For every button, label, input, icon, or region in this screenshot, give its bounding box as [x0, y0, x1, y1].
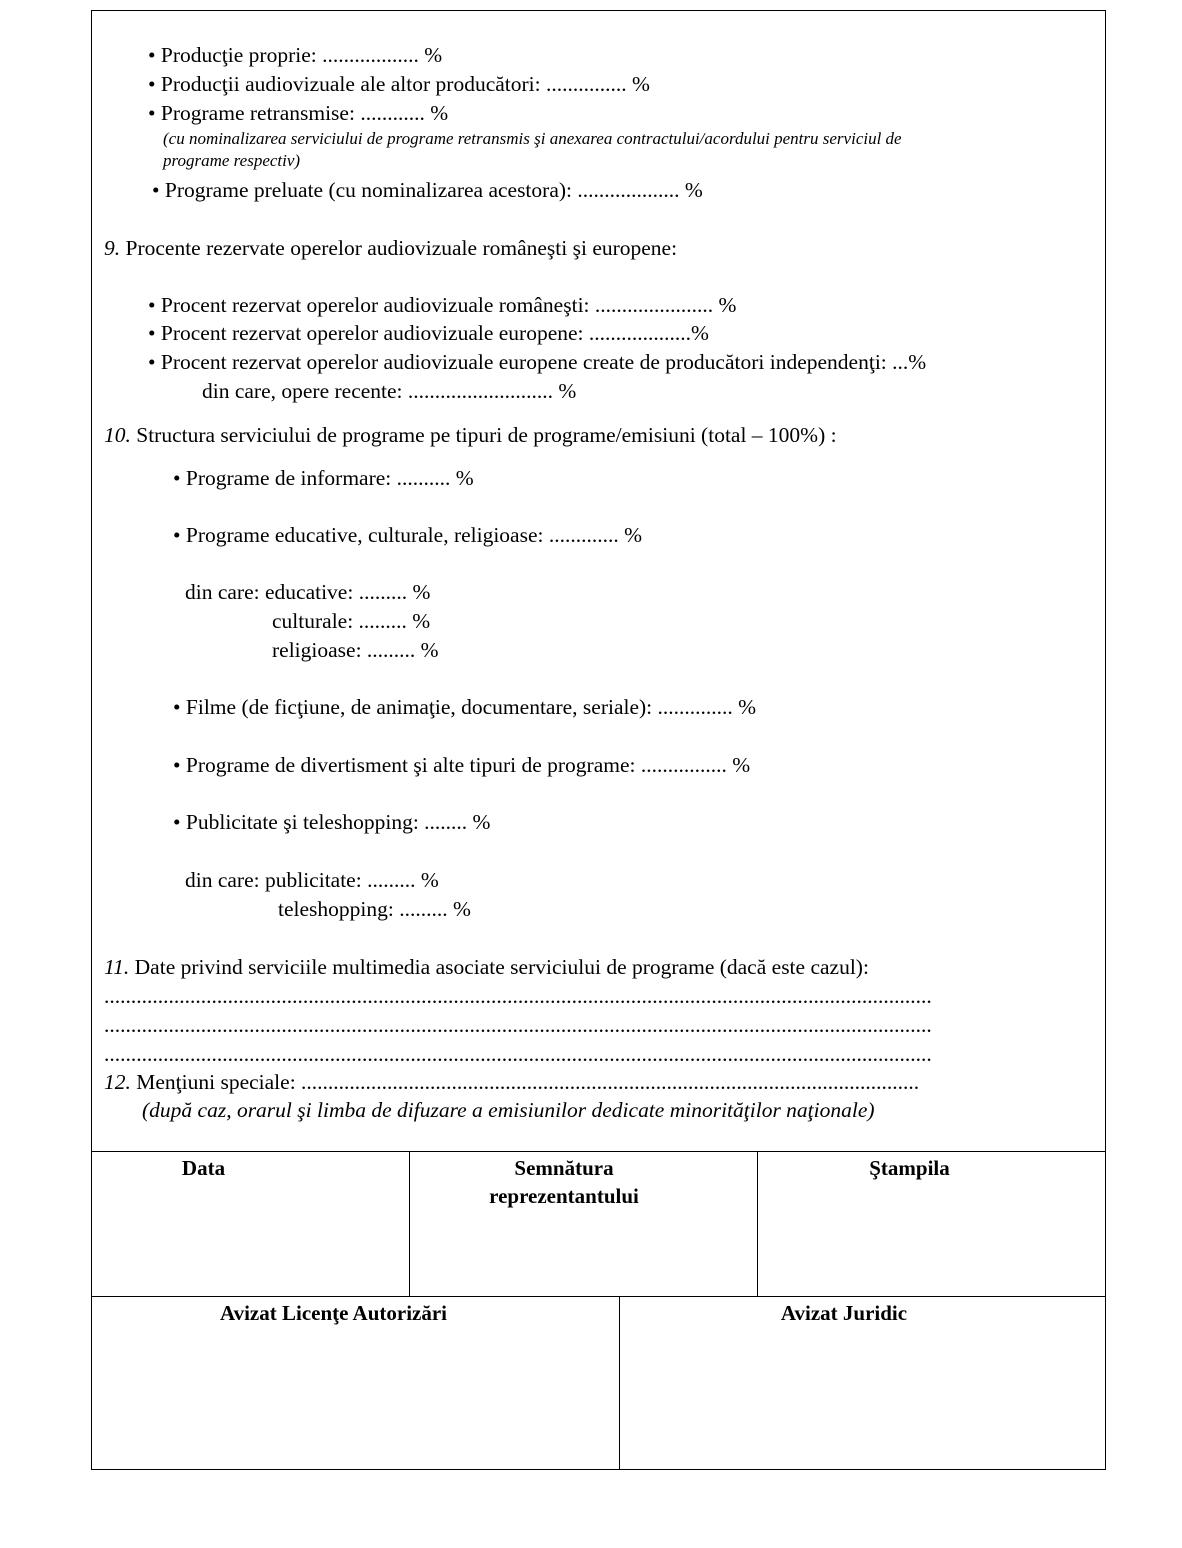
item-culturale: culturale: ......... % [272, 609, 431, 633]
item-productii-alti-producatori: • Producţii audiovizuale ale altor producători: ............... % [148, 72, 650, 96]
item-divertisment: • Programe de divertisment şi alte tipuri de programe: ................ % [173, 753, 751, 777]
item-teleshopping: teleshopping: ......... % [278, 897, 471, 921]
dotted-fill-line-1: .......................................................................................................................................................... [104, 984, 932, 1008]
cell-avizat-juridic-label: Avizat Juridic [780, 1301, 908, 1325]
section-9-number: 9. [104, 236, 121, 260]
section-12-number: 12. [104, 1070, 131, 1094]
item-publicitate-teleshopping: • Publicitate şi teleshopping: ........ % [173, 810, 491, 834]
item-productie-proprie: • Producţie proprie: .................. % [148, 43, 443, 67]
section-12-heading [104, 1069, 919, 1095]
item-procent-independenti: • Procent rezervat operelor audiovizuale europene create de producători independenţi: ...% [148, 350, 927, 374]
table-middle-border [91, 1296, 1106, 1297]
item-procent-europene: • Procent rezervat operelor audiovizuale europene: ...................% [148, 321, 709, 345]
cell-stampila-label: Ştampila [869, 1156, 950, 1180]
dotted-fill-line-3: .......................................................................................................................................................... [104, 1042, 932, 1066]
note-retransmise-line2: programe respectiv) [163, 151, 301, 170]
cell-data-label: Data [181, 1156, 226, 1180]
section-9-heading [104, 235, 677, 261]
table-top-border [91, 1151, 1106, 1152]
cell-semnatura-label-line1: Semnătura [514, 1156, 614, 1180]
form-frame [91, 10, 1106, 1470]
cell-semnatura-label-line2: reprezentantului [489, 1184, 639, 1208]
item-religioase: religioase: ......... % [272, 638, 439, 662]
item-programe-retransmise: • Programe retransmise: ............ % [148, 101, 449, 125]
section-10-number: 10. [104, 423, 131, 447]
section-11-heading [104, 954, 869, 980]
item-filme: • Filme (de ficţiune, de animaţie, documentare, seriale): .............. % [173, 695, 757, 719]
section-11-number: 11. [104, 955, 130, 979]
section-12-note: (după caz, orarul şi limba de difuzare a emisiunilor dedicate minorităţilor naţionale) [142, 1098, 875, 1122]
note-retransmise-line1: (cu nominalizarea serviciului de programe retransmis şi anexarea contractului/acordului pentru serviciul de [163, 129, 902, 148]
section-10-title: Structura serviciului de programe pe tipuri de programe/emisiuni (total – 100%) : [136, 423, 837, 447]
cell-avizat-licente-label: Avizat Licenţe Autorizări [219, 1301, 448, 1325]
item-programe-informare: • Programe de informare: .......... % [173, 466, 474, 490]
item-opere-recente: din care, opere recente: ........................... % [202, 379, 577, 403]
item-procent-romanesti: • Procent rezervat operelor audiovizuale româneşti: ...................... % [148, 293, 737, 317]
item-din-care-publicitate: din care: publicitate: ......... % [185, 868, 439, 892]
item-programe-educative: • Programe educative, culturale, religioase: ............. % [173, 523, 643, 547]
section-11-title: Date privind serviciile multimedia asociate serviciului de programe (dacă este cazul): [134, 955, 869, 979]
item-programe-preluate: • Programe preluate (cu nominalizarea acestora): ................... % [152, 178, 703, 202]
section-9-title: Procente rezervate operelor audiovizuale româneşti şi europene: [125, 236, 678, 260]
dotted-fill-line-2: .......................................................................................................................................................... [104, 1013, 932, 1037]
item-din-care-educative: din care: educative: ......... % [185, 580, 431, 604]
section-10-heading [104, 422, 837, 448]
section-12-title: Menţiuni speciale: ................................................................................................................... [136, 1070, 920, 1094]
